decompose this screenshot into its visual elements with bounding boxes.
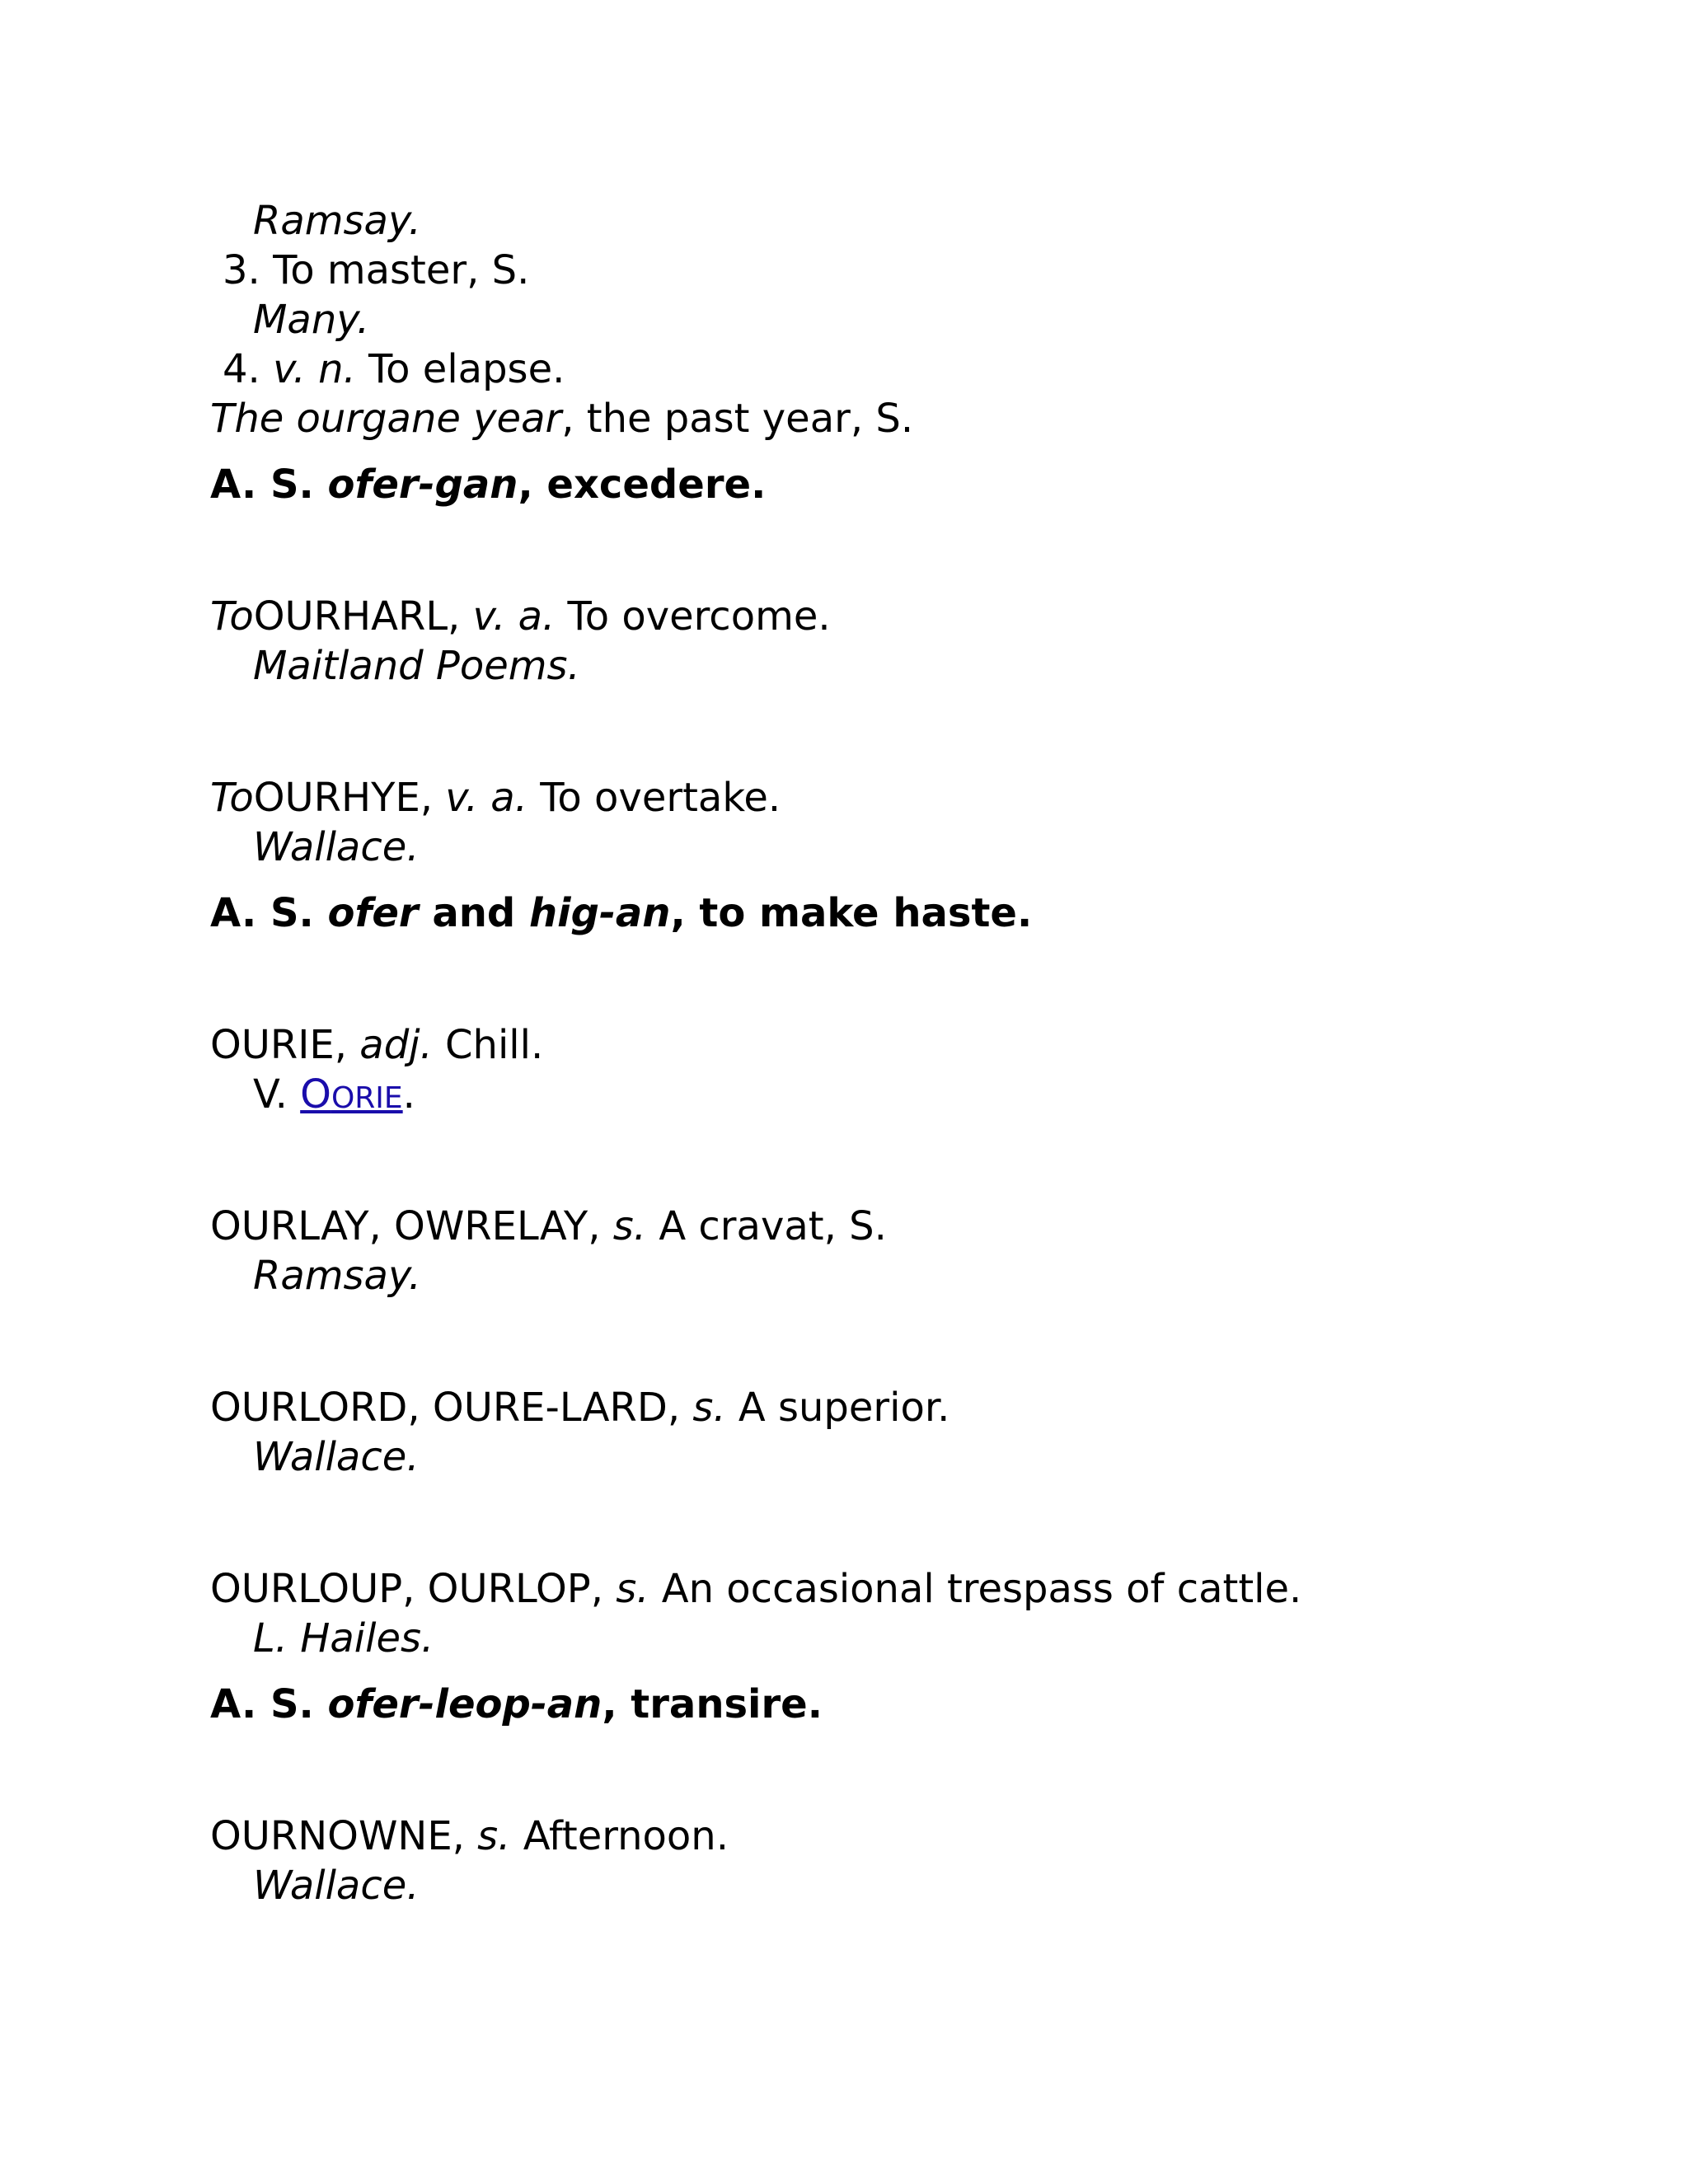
etymology-word: ofer [327, 890, 419, 936]
definition: A cravat, S. [659, 1203, 887, 1249]
infinitive-marker: To [210, 593, 254, 640]
entry-ourie [210, 1020, 543, 1070]
entry-ourloup [210, 1564, 1301, 1614]
definition: A superior. [738, 1385, 950, 1431]
etymology-prefix: A. S. [210, 462, 314, 508]
etymology-gloss: , transire. [602, 1681, 823, 1727]
sense-definition: To elapse. [368, 346, 565, 392]
entry-ourlay [210, 1202, 887, 1251]
source-citation [253, 196, 421, 246]
source-citation [253, 1861, 420, 1910]
grammar-label: v. a. [445, 775, 528, 821]
definition: To overtake. [540, 775, 781, 821]
source-text: Maitland Poems. [253, 643, 580, 689]
see-prefix: V. [253, 1071, 288, 1118]
grammar-label: s. [616, 1566, 649, 1612]
headword: OURHYE, [253, 775, 434, 821]
cross-reference [253, 1070, 415, 1119]
example-gloss: , the past year, S. [561, 396, 914, 442]
example-line [210, 394, 913, 443]
etymology-prefix: A. S. [210, 1681, 314, 1727]
entry-ournowne [210, 1811, 729, 1861]
etymology-prefix: A. S. [210, 890, 314, 936]
source-citation [253, 295, 369, 344]
grammar-label: v. a. [472, 593, 556, 640]
sense-number: 3. [223, 247, 260, 293]
entry-ourhye [210, 773, 781, 823]
infinitive-marker: To [210, 775, 254, 821]
etymology-gloss: , excedere. [518, 462, 767, 508]
etymology-word: hig-an [528, 890, 671, 936]
link-initial: O [300, 1071, 331, 1118]
grammar-label: adj. [359, 1022, 433, 1068]
definition: Chill. [445, 1022, 544, 1068]
definition: Afternoon. [523, 1813, 729, 1859]
etymology-word: ofer-leop-an [327, 1681, 603, 1727]
headword: OURLOUP, OURLOP, [210, 1566, 603, 1612]
source-text: Ramsay. [253, 198, 421, 244]
source-citation [253, 823, 420, 872]
etymology-conjunction: and [432, 890, 516, 936]
grammar-label: s. [612, 1203, 647, 1249]
etymology-line [210, 888, 1032, 938]
see-suffix: . [402, 1071, 415, 1118]
etymology-gloss: , to make haste. [670, 890, 1033, 936]
link-rest: ORIE [331, 1081, 403, 1115]
sense-line [223, 246, 529, 295]
sense-line [223, 344, 565, 394]
grammar-label: s. [477, 1813, 511, 1859]
sense-number: 4. [223, 346, 260, 392]
etymology-word: ofer-gan [327, 462, 518, 508]
source-text: Wallace. [253, 1863, 420, 1909]
example-phrase: The ourgane year [210, 396, 562, 442]
headword: OURNOWNE, [210, 1813, 465, 1859]
source-text: Ramsay. [253, 1253, 421, 1299]
source-citation [253, 1432, 420, 1482]
grammar-label: v. n. [273, 346, 356, 392]
source-citation [253, 641, 580, 691]
source-text: L. Hailes. [253, 1615, 434, 1661]
source-text: Wallace. [253, 824, 420, 870]
headword: OURIE, [210, 1022, 348, 1068]
grammar-label: s. [692, 1385, 726, 1431]
source-citation [253, 1251, 421, 1301]
source-citation [253, 1614, 434, 1663]
source-text: Many. [253, 297, 370, 343]
etymology-line [210, 460, 766, 509]
headword: OURLORD, OURE-LARD, [210, 1385, 681, 1431]
entry-ourlord [210, 1383, 950, 1432]
headword: OURLAY, OWRELAY, [210, 1203, 601, 1249]
cross-reference-link[interactable] [300, 1071, 403, 1118]
entry-ourharl [210, 592, 831, 641]
sense-definition: To master, S. [273, 247, 530, 293]
definition: An occasional trespass of cattle. [661, 1566, 1302, 1612]
headword: OURHARL, [253, 593, 461, 640]
etymology-line [210, 1680, 823, 1729]
definition: To overcome. [567, 593, 831, 640]
source-text: Wallace. [253, 1434, 420, 1480]
